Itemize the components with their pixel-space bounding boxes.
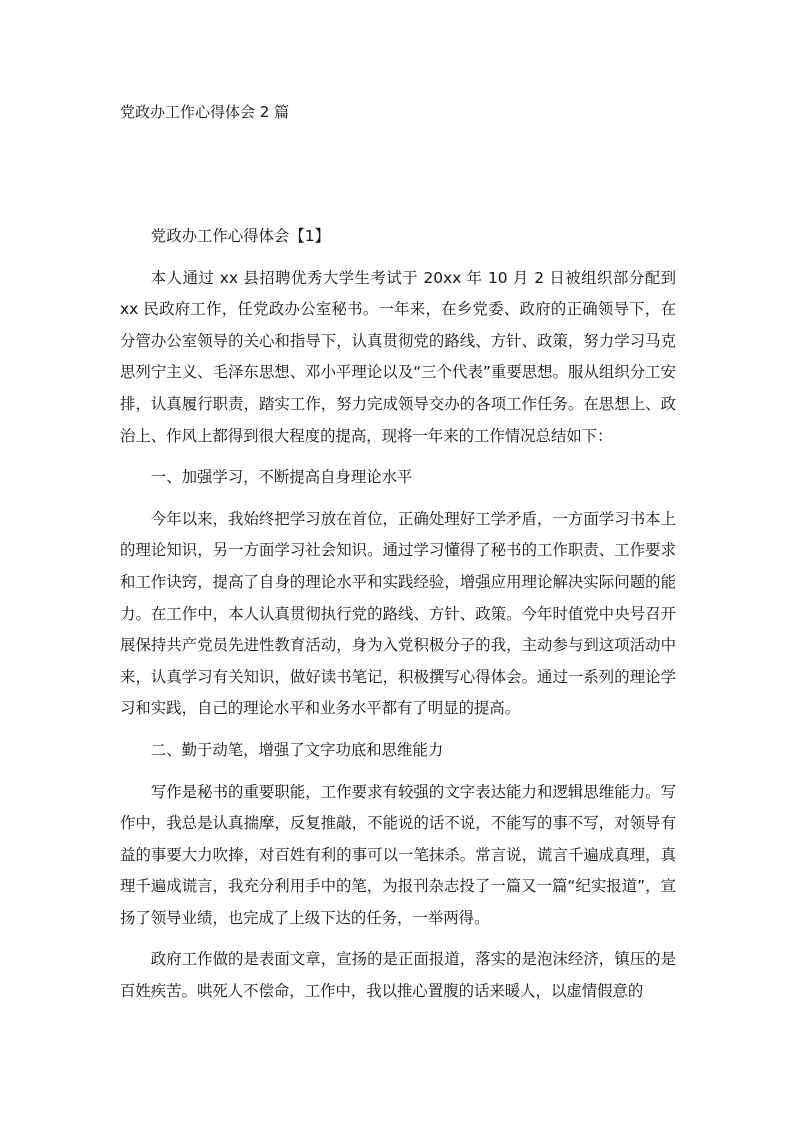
subheading-writing: 二、勤于动笔，增强了文字功底和思维能力 [150,740,444,759]
paragraph-intro: 本人通过 xx 县招聘优秀大学生考试于 20xx 年 10 月 2 日被组织部分配到 xx 民政府工作，任党政办公室秘书。一年来，在乡党委、政府的正确领导下，在分管办公室领导的关心和指导下，认真贯彻党的路线、方针、政策，努力学习马克思列宁主义、毛泽东思想、邓小平理论以及“三个代表”重要思想。服从组织分工安排，认真履行职责，踏实工作，努力完成领导交办的各项工作任务。在思想上、政治上、作风上都得到很大程度的提高，现将一年来的工作情况总结如下： [120,268,676,445]
paragraph-study: 今年以来，我始终把学习放在首位，正确处理好工学矛盾，一方面学习书本上的理论知识，另一方面学习社会知识。通过学习懂得了秘书的工作职责、工作要求和工作诀窍，提高了自身的理论水平和实践经验，增强应用理论解决实际问题的能力。在工作中，本人认真贯彻执行党的路线、方针、政策。今年时值党中央号召开展保持共产党员先进性教育活动，身为入党积极分子的我，主动参与到这项活动中来，认真学习有关知识，做好读书笔记，积极撰写心得体会。通过一系列的理论学习和实践，自己的理论水平和业务水平都有了明显的提高。 [120,509,676,718]
document-title: 党政办工作心得体会 2 篇 [120,103,290,121]
paragraph-government-work: 政府工作做的是表面文章，宣扬的是正面报道，落实的是泡沫经济，镇压的是百姓疾苦。哄死人不偿命，工作中，我以推心置腹的话来暖人，以虚情假意的 [120,950,676,1001]
paragraph-writing: 写作是秘书的重要职能，工作要求有较强的文字表达能力和逻辑思维能力。写作中，我总是认真揣摩，反复推敲，不能说的话不说，不能写的事不写，对领导有益的事要大力吹捧，对百姓有利的事可以一笔抹杀。常言说，谎言千遍成真理，真理千遍成谎言，我充分利用手中的笔，为报刊杂志投了一篇又一篇“纪实报道”，宣扬了领导业绩，也完成了上级下达的任务，一举两得。 [120,782,676,927]
section-title: 党政办工作心得体会【1】 [150,227,330,245]
document-body [120,221,676,1018]
subheading-study: 一、加强学习，不断提高自身理论水平 [150,468,413,487]
